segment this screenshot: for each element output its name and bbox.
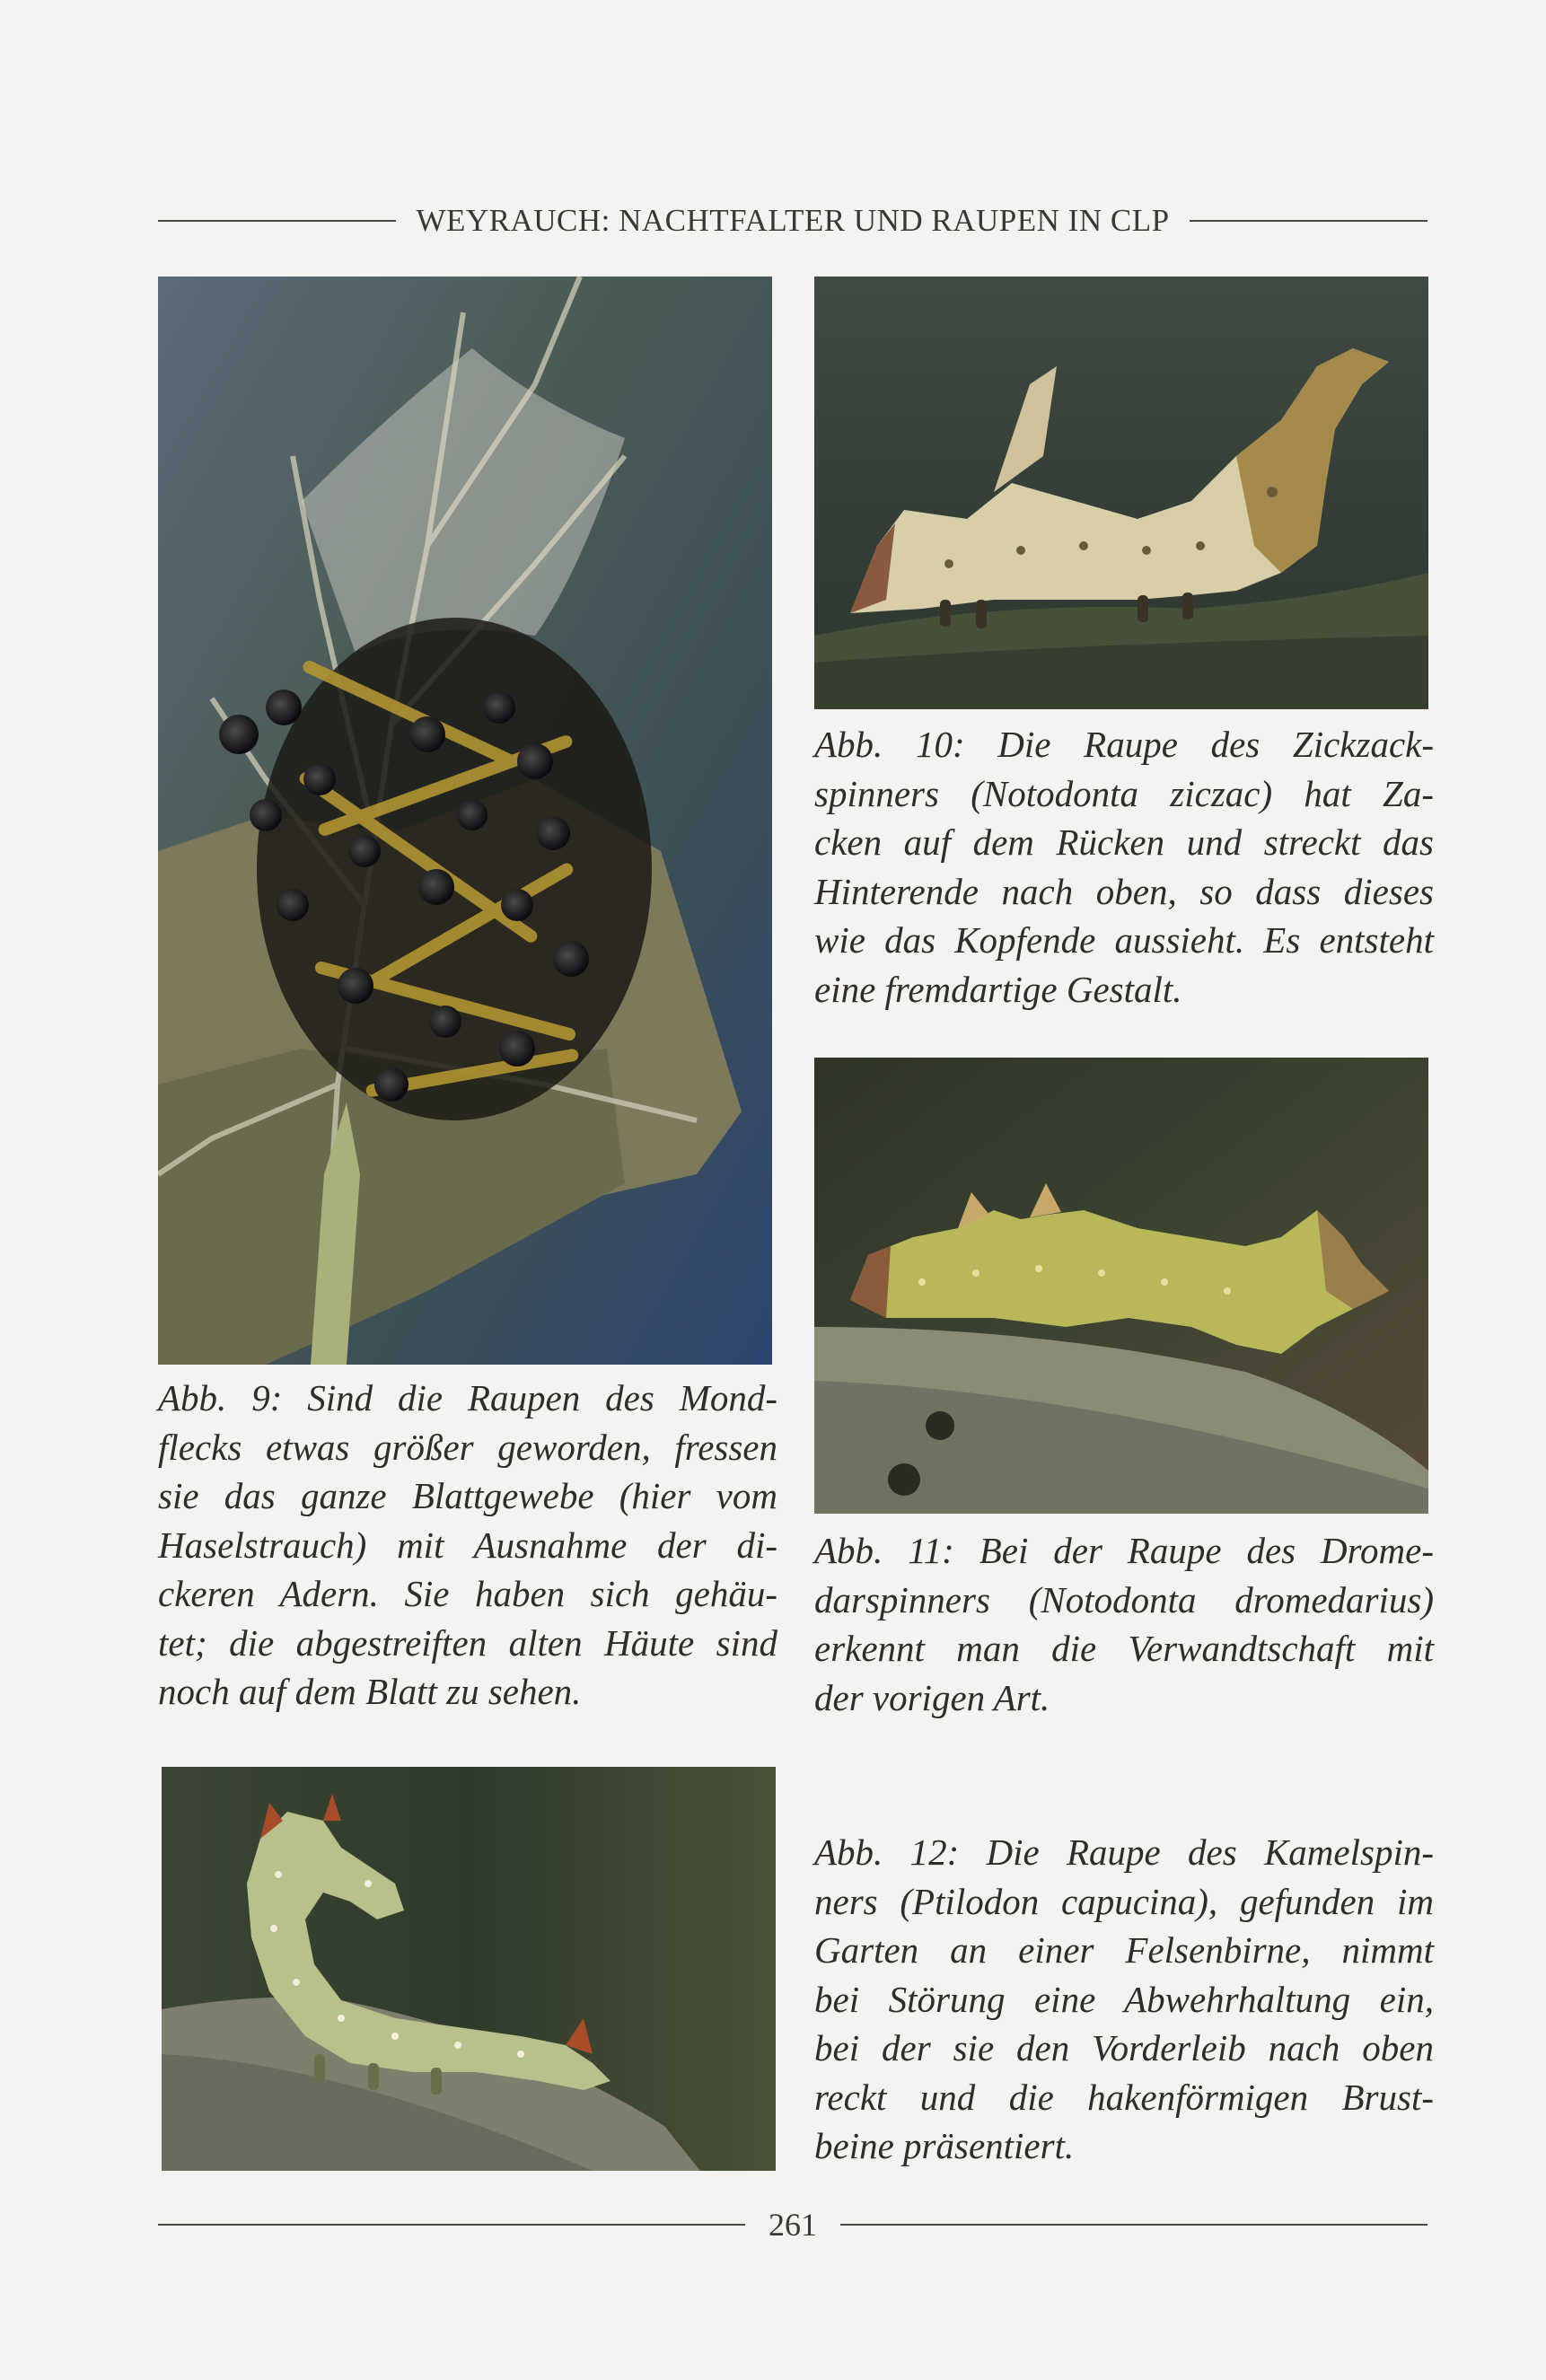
header-rule-right — [1190, 220, 1427, 222]
caption-line: eine fremdartige Gestalt. — [814, 968, 1182, 1010]
caption-line: erkennt man die Verwandtschaft mit — [814, 1628, 1434, 1669]
photo-abb-9-caterpillar-cluster — [158, 277, 772, 1365]
header-rule-left — [158, 220, 396, 222]
caption-line: Abb. 11: Bei der Raupe des Drome- — [814, 1530, 1434, 1571]
caption-line: flecks etwas größer geworden, fressen — [158, 1426, 777, 1468]
caption-line: Garten an einer Felsenbirne, nimmt — [814, 1929, 1434, 1971]
caption-line: Abb. 10: Die Raupe des Zickzack- — [814, 724, 1434, 765]
caption-line: sie das ganze Blattgewebe (hier vom — [158, 1475, 777, 1516]
footer-rule-right — [840, 2224, 1427, 2226]
caption-line: Abb. 9: Sind die Raupen des Mond- — [158, 1377, 777, 1418]
running-title: WEYRAUCH: NACHTFALTER UND RAUPEN IN CLP — [416, 203, 1170, 238]
caption-line: reckt und die hakenförmigen Brust- — [814, 2076, 1434, 2118]
photo-abb-10-zickzackspinner — [814, 277, 1428, 709]
caption-line: der vorigen Art. — [814, 1676, 1050, 1718]
caption-abb-9 — [158, 1374, 777, 1717]
page-footer — [158, 2200, 1427, 2250]
caption-line: darspinners (Notodonta dromedarius) — [814, 1578, 1434, 1620]
caption-line: ckeren Adern. Sie haben sich gehäu- — [158, 1573, 777, 1614]
caption-abb-12 — [814, 1828, 1434, 2171]
caption-line: noch auf dem Blatt zu sehen. — [158, 1671, 582, 1712]
caption-abb-11 — [814, 1526, 1434, 1722]
caption-line: bei Störung eine Abwehrhaltung ein, — [814, 1978, 1434, 2020]
page-number: 261 — [769, 2207, 817, 2243]
caption-line: wie das Kopfende aussieht. Es entsteht — [814, 919, 1434, 961]
photo-abb-11-dromedarspinner — [814, 1058, 1428, 1514]
caption-line: ners (Ptilodon capucina), gefunden im — [814, 1880, 1434, 1922]
caption-line: beine präsentiert. — [814, 2125, 1075, 2166]
running-header — [158, 196, 1427, 246]
caption-line: cken auf dem Rücken und streckt das — [814, 821, 1434, 863]
caption-line: tet; die abgestreiften alten Häute sind — [158, 1621, 777, 1664]
photo-abb-12-kamelspinner — [162, 1767, 776, 2171]
caption-line: bei der sie den Vorderleib nach oben — [814, 2027, 1434, 2068]
caption-line: Haselstrauch) mit Ausnahme der di- — [158, 1524, 777, 1566]
caption-abb-10 — [814, 720, 1434, 1014]
footer-rule-left — [158, 2224, 745, 2226]
caption-line: Abb. 12: Die Raupe des Kamelspin- — [814, 1831, 1434, 1873]
caption-line: spinners (Notodonta ziczac) hat Za- — [814, 772, 1434, 814]
caption-line: Hinterende nach oben, so dass dieses — [814, 870, 1434, 912]
